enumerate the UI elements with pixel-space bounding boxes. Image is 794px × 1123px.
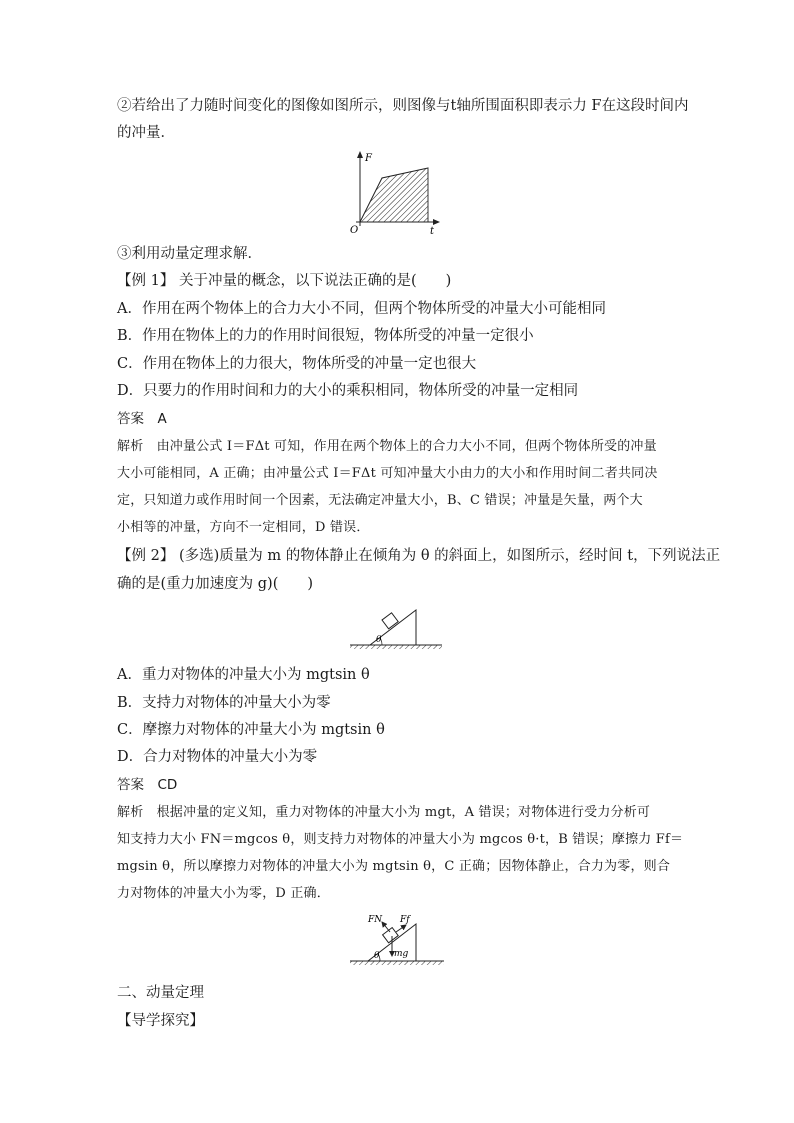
normal-force-arrow-icon: [382, 922, 390, 932]
example1-option-a: A．作用在两个物体上的合力大小不同，但两个物体所受的冲量大小可能相同: [117, 301, 606, 317]
example2-stem-1: 【例 2】 (多选)质量为 m 的物体静止在倾角为 θ 的斜面上，如图所示，经时间 t，下列说法正: [117, 548, 721, 564]
ground-hatch: [350, 961, 444, 965]
example1-analysis-1: 解析 由冲量公式 I＝FΔt 可知，作用在两个物体上的合力大小不同，但两个物体所受的冲量: [117, 439, 657, 454]
incline-angle-label: θ: [376, 635, 382, 645]
x-axis-label: t: [430, 226, 435, 236]
example1-option-c: C．作用在物体上的力很大，物体所受的冲量一定也很大: [117, 356, 477, 372]
force-time-graph: [348, 150, 444, 236]
intro-line-1: ②若给出了力随时间变化的图像如图所示，则图像与t轴所围面积即表示力 F在这段时间内: [117, 98, 689, 114]
example2-analysis-2: 知支持力大小 FN＝mgcos θ，则支持力对物体的冲量大小为 mgcos θ·t，B 错误；摩擦力 Ff＝: [117, 832, 684, 847]
example2-option-b: B．支持力对物体的冲量大小为零: [117, 695, 331, 711]
example2-stem-2: 确的是(重力加速度为 g)( ): [117, 576, 314, 592]
example1-analysis-4: 小相等的冲量，方向不一定相同，D 错误．: [117, 520, 370, 535]
example1-analysis-2: 大小可能相同，A 正确；由冲量公式 I＝FΔt 可知冲量大小由力的大小和作用时间二者共同决: [117, 466, 658, 481]
block: [383, 928, 399, 943]
block: [382, 613, 398, 629]
incline-figure: [348, 604, 444, 654]
example2-analysis-3: mgsin θ，所以摩擦力对物体的冲量大小为 mgtsin θ，C 正确；因物体静止，合力为零，则合: [117, 859, 671, 874]
force-diagram: [348, 908, 446, 968]
hatched-area: [360, 168, 428, 222]
y-axis-label: F: [365, 153, 372, 164]
ground-hatch: [350, 645, 442, 649]
example2-answer: 答案 CD: [117, 777, 178, 793]
example2-analysis-1: 解析 根据冲量的定义知，重力对物体的冲量大小为 mgt，A 错误；对物体进行受力分析可: [117, 805, 651, 820]
example2-option-a: A．重力对物体的冲量大小为 mgtsin θ: [117, 667, 370, 683]
example2-option-c: C．摩擦力对物体的冲量大小为 mgtsin θ: [117, 722, 385, 738]
section-subtitle: 【导学探究】: [117, 1013, 204, 1029]
example1-option-d: D．只要力的作用时间和力的大小的乘积相同，物体所受的冲量一定相同: [117, 383, 579, 399]
intro-line-2: 的冲量．: [117, 125, 175, 141]
intro-line-3: ③利用动量定理求解．: [117, 246, 262, 262]
origin-label: O: [350, 225, 359, 236]
ff-label: Ff: [400, 915, 410, 925]
section-title: 二、动量定理: [117, 985, 204, 1001]
example2-option-d: D．合力对物体的冲量大小为零: [117, 749, 318, 765]
y-axis-arrow-icon: [357, 151, 363, 158]
example1-answer: 答案 A: [117, 411, 167, 427]
example1-analysis-3: 定，只知道力或作用时间一个因素，无法确定冲量大小，B、C 错误；冲量是矢量，两个大: [117, 493, 643, 508]
mg-label: mg: [394, 949, 409, 959]
example2-analysis-4: 力对物体的冲量大小为零，D 正确．: [117, 886, 330, 901]
example1-option-b: B．作用在物体上的力的作用时间很短，物体所受的冲量一定很小: [117, 328, 534, 344]
friction-force-arrow-icon: [396, 925, 406, 932]
example1-stem: 【例 1】 关于冲量的概念，以下说法正确的是( ): [117, 273, 452, 289]
angle-label: θ: [374, 951, 380, 961]
fn-label: FN: [368, 915, 383, 925]
x-axis-arrow-icon: [433, 219, 440, 225]
